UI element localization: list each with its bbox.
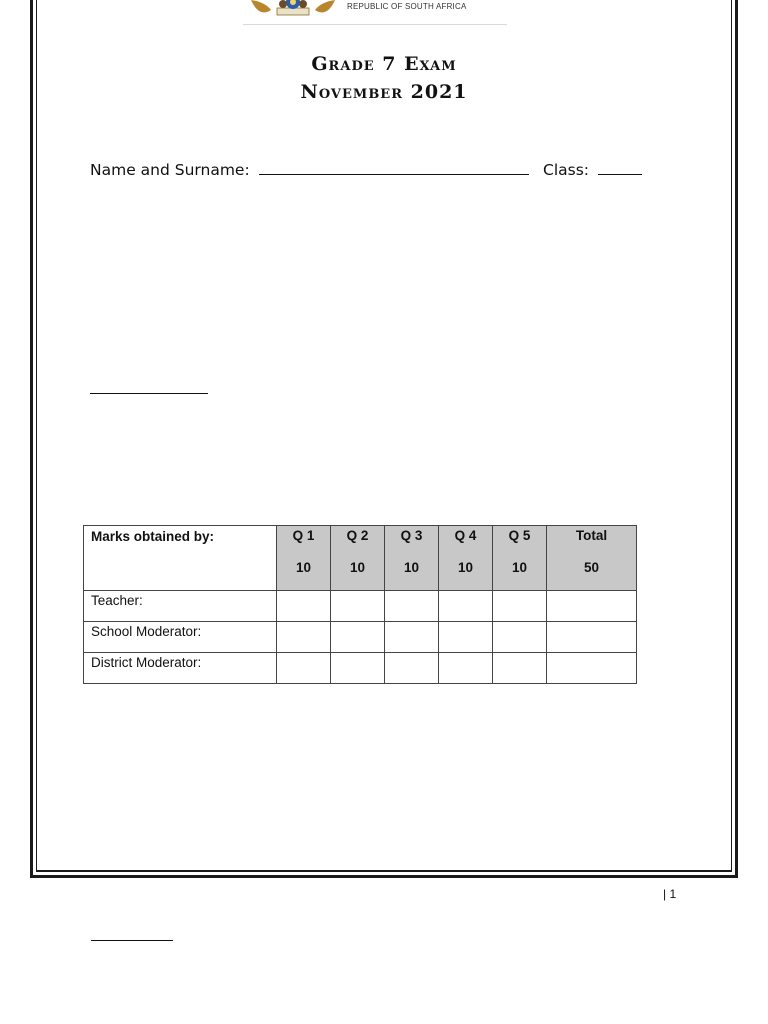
name-label: Name and Surname: (90, 161, 250, 179)
mark-cell[interactable] (277, 622, 331, 653)
row-label-teacher: Teacher: (84, 591, 277, 622)
column-header: Q 5 10 (493, 526, 547, 591)
heading-rule (90, 393, 208, 394)
mark-cell[interactable] (277, 591, 331, 622)
page-number: | 1 (663, 887, 677, 901)
column-header: Q 2 10 (331, 526, 385, 591)
table-header-row (84, 526, 637, 591)
mark-cell[interactable] (385, 622, 439, 653)
page-border-inner (36, 0, 732, 872)
mark-cell[interactable] (277, 653, 331, 684)
department-logo (243, 0, 507, 25)
exam-date: November 2021 (300, 81, 468, 103)
mark-cell[interactable] (493, 591, 547, 622)
column-header: Q 4 10 (439, 526, 493, 591)
table-row (84, 653, 637, 684)
column-header-total: Total 50 (547, 526, 637, 591)
mark-cell[interactable] (493, 622, 547, 653)
mark-cell[interactable] (331, 653, 385, 684)
mark-cell[interactable] (493, 653, 547, 684)
name-field[interactable] (90, 161, 529, 179)
table-row (84, 622, 637, 653)
class-blank[interactable] (598, 162, 642, 175)
mark-cell[interactable] (331, 591, 385, 622)
exam-title: Grade 7 Exam (311, 53, 457, 75)
row-label-school-moderator: School Moderator: (84, 622, 277, 653)
class-field[interactable] (543, 161, 642, 179)
coat-of-arms-icon (247, 0, 339, 20)
table-row (84, 591, 637, 622)
mark-cell[interactable] (439, 622, 493, 653)
mark-cell[interactable] (331, 622, 385, 653)
total-cell[interactable] (547, 653, 637, 684)
total-cell[interactable] (547, 591, 637, 622)
mark-cell[interactable] (439, 653, 493, 684)
marks-obtained-label: Marks obtained by: (84, 526, 277, 591)
column-header: Q 3 10 (385, 526, 439, 591)
mark-cell[interactable] (439, 591, 493, 622)
logo-text-education (347, 0, 394, 1)
total-cell[interactable] (547, 622, 637, 653)
column-header: Q 1 10 (277, 526, 331, 591)
mark-cell[interactable] (385, 591, 439, 622)
mark-cell[interactable] (385, 653, 439, 684)
logo-text-country: REPUBLIC OF SOUTH AFRICA (347, 2, 467, 11)
section-rule (91, 940, 173, 941)
row-label-district-moderator: District Moderator: (84, 653, 277, 684)
marks-table (83, 525, 637, 684)
class-label: Class: (543, 161, 590, 179)
name-blank[interactable] (259, 162, 529, 175)
